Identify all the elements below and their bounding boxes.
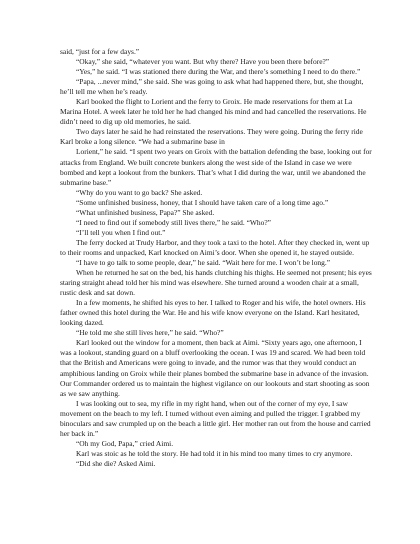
paragraph: Two days later he said he had reinstated the reservations. They were going. During the ferry ride Karl broke a long silence. “We had a submarine base in — [60, 127, 363, 147]
paragraph: “Oh my God, Papa,” cried Aimi. — [76, 438, 174, 448]
paragraph: “He told me she still lives here,” he said. “Who?” — [76, 328, 224, 338]
paragraph: “Some unfinished business, honey, that I should have taken care of a long time ago.” — [76, 197, 329, 207]
paragraph: Karl was stoic as he told the story. He had told it in his mind too many times to cry anymore. — [76, 448, 353, 458]
paragraph: “I have to go talk to some people, dear,” he said. “Wait here for me. I won’t be long.” — [76, 257, 331, 267]
paragraph: In a few moments, he shifted his eyes to her. I talked to Roger and his wife, the hotel owners. His father owned this hotel during the War. He and his wife know everyone on the Island. Karl hesitated, looking dazed. — [60, 298, 366, 328]
paragraph: Karl booked the flight to Lorient and the ferry to Groix. He made reservations for them at La Marina Hotel. A week later he told her he had changed his mind and had cancelled the reservations. He didn’t need to dig up old memories, he said. — [60, 97, 367, 127]
paragraph: “Papa, ...never mind,” she said. She was going to ask what had happened there, but, she thought, he’ll tell me when he’s ready. — [60, 77, 364, 97]
paragraph: “Yes,” he said. “I was stationed there during the War, and there’s something I need to do there.” — [76, 67, 361, 77]
paragraph: Karl looked out the window for a moment, then back at Aimi. “Sixty years ago, one afternoon, I was a lookout, standing guard on a bluff overlooking the ocean. I was 19 and scared. We had been told that the British and Americans were going to invade, and the rumor was that they would conduct an amphibious landing on Groix while their planes bombed the submarine base in advance of the invasion. Our Commander ordered us to maintain the highest vigilance on our lookouts and start shooting as soon as we saw anything. — [60, 338, 370, 398]
paragraph: said, “just for a few days.” — [60, 47, 140, 56]
paragraph: “I’ll tell you when I find out.” — [76, 227, 166, 237]
paragraph: “Okay,” she said, “whatever you want. But why there? Have you been there before?” — [76, 57, 330, 67]
paragraph: Lorient,” he said. “I spent two years on Groix with the battalion defending the base, looking out for attacks from England. We built concrete bunkers along the west side of the Island in case we were bombed and kept a lookout from the bunkers. That’s what I did during the war, until we abandoned the submarine base.” — [60, 147, 372, 187]
paragraph: “Why do you want to go back? She asked. — [76, 187, 203, 197]
paragraph: When he returned he sat on the bed, his hands clutching his thighs. He seemed not present; his eyes staring straight ahead told her his mind was elsewhere. She turned around a wooden chair at a small, rustic desk and sat down. — [60, 268, 372, 298]
paragraph: “What unfinished business, Papa?” She asked. — [76, 207, 215, 217]
paragraph: “I need to find out if somebody still lives there,” he said. “Who?” — [76, 217, 271, 227]
body-text — [60, 47, 372, 469]
paragraph: I was looking out to sea, my rifle in my right hand, when out of the corner of my eye, I saw movement on the beach to my left. I turned without even aiming and pulled the trigger. I grabbed my binoculars and saw crumpled up on the beach a little girl. Her mother ran out from the house and carried her back in.” — [60, 398, 371, 438]
paragraph: “Did she die? Asked Aimi. — [76, 458, 156, 468]
paragraph: The ferry docked at Trudy Harbor, and they took a taxi to the hotel. After they checked in, went up to their rooms and unpacked, Karl knocked on Aimi’s door. When she opened it, he stayed outside. — [60, 237, 370, 257]
